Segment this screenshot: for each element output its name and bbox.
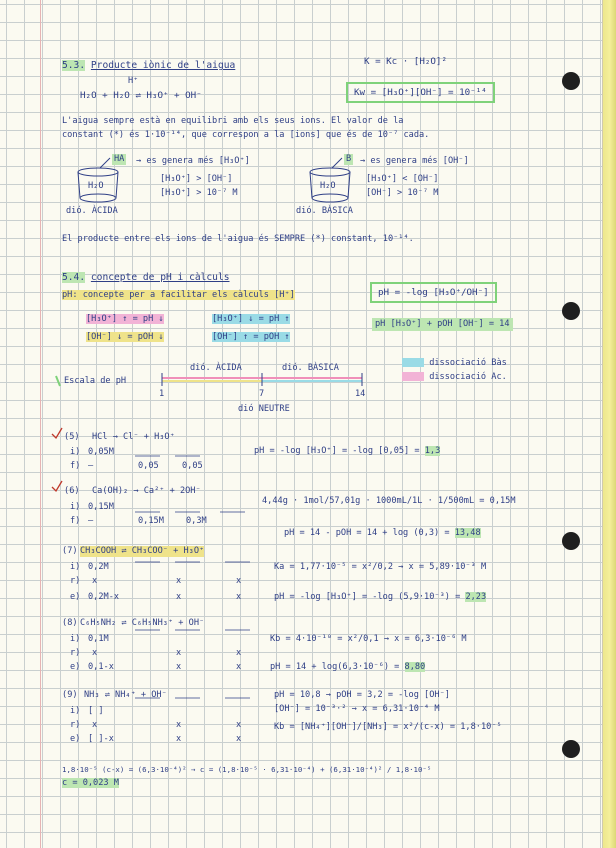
beaker-label: H₂O bbox=[320, 181, 336, 191]
table-cell: x bbox=[236, 734, 242, 744]
table-cell: 0,1M bbox=[88, 634, 109, 644]
answer-highlight: 1,3 bbox=[424, 446, 441, 456]
base-arrow: → es genera més [OH⁻] bbox=[360, 156, 469, 166]
exercise-calc: [OH⁻] = 10⁻³·² → x = 6,31·10⁻⁴ M bbox=[274, 704, 440, 714]
table-cell: [ ]-x bbox=[88, 734, 114, 744]
acid-condition: [H₃O⁺] > [OH⁻] bbox=[160, 174, 233, 184]
scale-label: Escala de pH bbox=[64, 376, 127, 386]
final-result-text: c = 0,023 M bbox=[62, 778, 119, 788]
exercise-number: (7) bbox=[62, 546, 78, 556]
ph-definition bbox=[62, 290, 295, 301]
exercise-calc: pH = 14 - pOH = 14 + log (0,3) = 13,48 bbox=[284, 528, 481, 538]
exercise-calc: pH = 10,8 → pOH = 3,2 = -log [OH⁻] bbox=[274, 690, 450, 700]
equilibrium-constant: K = Kc · [H₂O]² bbox=[364, 56, 447, 67]
legend-swatch bbox=[402, 372, 424, 381]
ph-poh-sum: pH [H₃O⁺] + pOH [OH⁻] = 14 bbox=[372, 318, 513, 331]
table-row-label: i) bbox=[70, 447, 81, 457]
table-row-label: e) bbox=[70, 592, 81, 602]
exercise-reaction: NH₃ ⇌ NH₄⁺ + OH⁻ bbox=[84, 690, 167, 700]
table-cell: x bbox=[236, 576, 242, 586]
table-row-label: r) bbox=[70, 648, 81, 658]
basic-zone-label: dió. BÀSICA bbox=[282, 363, 339, 373]
table-cell: 0,05M bbox=[88, 447, 114, 457]
water-autoionization: H₂O + H₂O ⇌ H₃O⁺ + OH⁻ bbox=[80, 90, 202, 101]
table-row-label: i) bbox=[70, 706, 81, 716]
exercise-number: (5) bbox=[64, 432, 80, 442]
section-number: 5.4. bbox=[62, 272, 86, 283]
table-row-label: i) bbox=[70, 562, 81, 572]
table-row-label: r) bbox=[70, 576, 81, 586]
exercise-number-text: 8 bbox=[67, 618, 73, 628]
beaker-label: H₂O bbox=[88, 181, 104, 191]
exercise-number-text: 9 bbox=[67, 690, 73, 700]
table-cell: x bbox=[236, 720, 242, 730]
legend-acid bbox=[402, 372, 507, 383]
ph-relation bbox=[212, 314, 290, 325]
exercise-reaction: CH₃COOH ⇌ CH₃COO⁻ + H₃O⁺ bbox=[80, 546, 205, 556]
ph-relation-text: [H₃O⁺] ↑ = pH ↓ bbox=[86, 314, 164, 324]
poh-relation bbox=[212, 332, 290, 343]
acid-zone-label: dió. ÀCIDA bbox=[190, 363, 242, 373]
section-53-heading bbox=[62, 60, 235, 71]
acid-arrow: → es genera més [H₃O⁺] bbox=[136, 156, 250, 166]
ph-definition-text: pH: concepte per a facilitar els càlculs [H⁺] bbox=[62, 290, 295, 300]
poh-relation-text: [OH⁻] ↓ = pOH ↓ bbox=[86, 332, 164, 342]
table-row-label: e) bbox=[70, 734, 81, 744]
kb-expression: Kb = [NH₄⁺][OH⁻]/[NH₃] = x²/(c-x) = 1,8·10⁻⁵ bbox=[274, 722, 502, 732]
acid-tag: HA bbox=[114, 154, 125, 164]
exercise-calc: Kb = 4·10⁻¹⁰ = x²/0,1 → x = 6,3·10⁻⁶ M bbox=[270, 634, 467, 644]
exercise-reaction: Ca(OH)₂ → Ca²⁺ + 2OH⁻ bbox=[92, 486, 201, 496]
exercise-number-text: 5 bbox=[69, 432, 75, 442]
table-cell: 0,15M bbox=[138, 516, 164, 526]
section-number: 5.3. bbox=[62, 60, 86, 71]
exercise-calc: 4,44g · 1mol/57,01g · 1000mL/1L · 1/500mL = 0,15M bbox=[262, 496, 516, 506]
exercise-reaction: HCl → Cl⁻ + H₃O⁺ bbox=[92, 432, 175, 442]
table-cell: 0,05 bbox=[182, 461, 203, 471]
conclusion-line: El producte entre els ions de l'aigua és SEMPRE (*) constant, 10⁻¹⁴. bbox=[62, 234, 414, 244]
table-cell: 0,2M bbox=[88, 562, 109, 572]
table-cell: 0,3M bbox=[186, 516, 207, 526]
base-tag: B bbox=[346, 154, 352, 164]
legend-text: dissociació Bàs bbox=[429, 358, 507, 368]
table-cell: x bbox=[236, 662, 242, 672]
scale-tick: 14 bbox=[355, 389, 366, 399]
table-cell: x bbox=[176, 662, 182, 672]
exercise-calc: pH = 14 + log(6,3·10⁻⁶) = 8,80 bbox=[270, 662, 426, 672]
table-cell: x bbox=[92, 720, 98, 730]
exercise-number: (9) bbox=[62, 690, 78, 700]
exercise-number: (8) bbox=[62, 618, 78, 628]
neutral-label: dió NEUTRE bbox=[238, 404, 290, 414]
table-cell: [ ] bbox=[88, 706, 104, 716]
section-title: concepte de pH i càlculs bbox=[90, 272, 230, 283]
legend-swatch bbox=[402, 358, 424, 367]
scale-tick: 1 bbox=[159, 389, 165, 399]
table-cell: x bbox=[176, 648, 182, 658]
paragraph-line: constant (*) és 1·10⁻¹⁴, que correspon a la [ions] que és de 10⁻⁷ cada. bbox=[62, 130, 430, 140]
base-condition: [OH⁻] > 10⁻⁷ M bbox=[366, 188, 439, 198]
answer-highlight: 8,80 bbox=[404, 662, 426, 672]
table-row-label: f) bbox=[70, 516, 81, 526]
exercise-number: (6) bbox=[64, 486, 80, 496]
table-row-label: e) bbox=[70, 662, 81, 672]
table-cell: x bbox=[92, 648, 98, 658]
section-title: Producte iònic de l'aigua bbox=[90, 60, 236, 71]
table-row-label: f) bbox=[70, 461, 81, 471]
ph-relation-text: [H₃O⁺] ↓ = pH ↑ bbox=[212, 314, 290, 324]
table-cell: 0,15M bbox=[88, 502, 114, 512]
section-54-heading bbox=[62, 272, 230, 283]
legend-text: dissociació Ac. bbox=[429, 372, 507, 382]
ph-formula: pH = -log [H₃O⁺/OH⁻] bbox=[374, 286, 493, 299]
base-caption: dió. BÀSICA bbox=[296, 206, 353, 216]
poh-relation bbox=[86, 332, 164, 343]
ph-relation bbox=[86, 314, 164, 325]
answer-highlight: 2,23 bbox=[465, 592, 487, 602]
table-cell: x bbox=[176, 576, 182, 586]
exercise-reaction: C₆H₅NH₂ ⇌ C₆H₅NH₃⁺ + OH⁻ bbox=[80, 618, 205, 628]
acid-caption: dió. ÀCIDA bbox=[66, 206, 118, 216]
scale-tick: 7 bbox=[259, 389, 265, 399]
exercise-number-text: 7 bbox=[67, 546, 73, 556]
final-equation: 1,8·10⁻⁵ (c-x) = (6,3·10⁻⁴)² → c = (1,8·10⁻⁵ · 6,31·10⁻⁴) + (6,31·10⁻⁴)² / 1,8·10⁻⁵ bbox=[62, 765, 432, 774]
table-row-label: i) bbox=[70, 634, 81, 644]
acid-condition: [H₃O⁺] > 10⁻⁷ M bbox=[160, 188, 238, 198]
table-cell: x bbox=[92, 576, 98, 586]
table-cell: x bbox=[176, 734, 182, 744]
table-cell: x bbox=[236, 592, 242, 602]
table-cell: 0,2M-x bbox=[88, 592, 120, 602]
exercise-calc: pH = -log [H₃O⁺] = -log (5,9·10⁻³) = 2,23 bbox=[274, 592, 487, 602]
exercise-calc: pH = -log [H₃O⁺] = -log [0,05] = 1,3 bbox=[254, 446, 441, 456]
legend-base bbox=[402, 358, 507, 369]
table-cell: 0,1-x bbox=[88, 662, 114, 672]
kw-expression: Kw = [H₃O⁺][OH⁻] = 10⁻¹⁴ bbox=[350, 86, 491, 99]
table-cell: 0,05 bbox=[138, 461, 159, 471]
table-row-label: r) bbox=[70, 720, 81, 730]
poh-relation-text: [OH⁻] ↑ = pOH ↑ bbox=[212, 332, 290, 342]
table-cell: — bbox=[88, 516, 94, 526]
table-row-label: i) bbox=[70, 502, 81, 512]
table-cell: x bbox=[176, 592, 182, 602]
paragraph-line: L'aigua sempre està en equilibri amb els seus ions. El valor de la bbox=[62, 116, 404, 126]
table-cell: x bbox=[176, 720, 182, 730]
exercise-number-text: 6 bbox=[69, 486, 75, 496]
table-cell: x bbox=[236, 648, 242, 658]
base-condition: [H₃O⁺] < [OH⁻] bbox=[366, 174, 439, 184]
table-cell: — bbox=[88, 461, 94, 471]
final-result bbox=[62, 778, 119, 789]
answer-highlight: 13,48 bbox=[454, 528, 481, 538]
proton-label: H⁺ bbox=[128, 76, 139, 86]
exercise-calc: Ka = 1,77·10⁻⁵ = x²/0,2 → x = 5,89·10⁻³ M bbox=[274, 562, 487, 572]
